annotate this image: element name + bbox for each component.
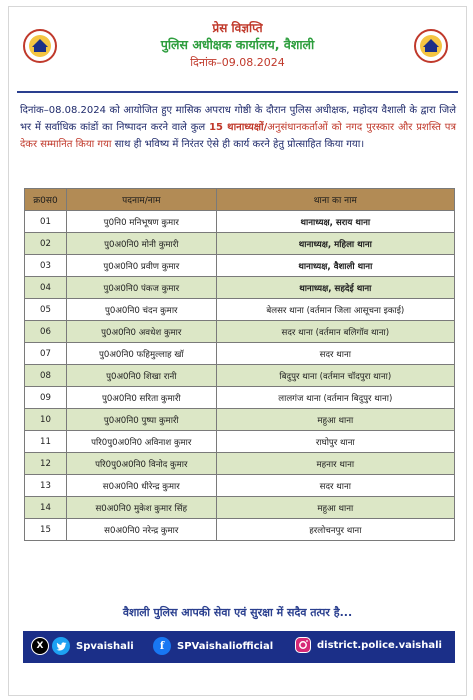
station-cell: सदर थाना: [216, 343, 454, 365]
serial-cell: 01: [25, 211, 67, 233]
twitter-link[interactable]: [31, 637, 134, 655]
slogan: वैशाली पुलिस आपकी सेवा एवं सुरक्षा में सदैव तत्पर है...: [122, 606, 353, 619]
x-icon: X: [31, 637, 49, 655]
intro-text-part3: साथ ही भविष्य में निरंतर ऐसे ही कार्य करने हेतु प्रोत्साहित किया गया।: [111, 139, 365, 150]
designation-name-cell: स0अ0नि0 धीरेन्द्र कुमार: [66, 475, 216, 497]
instagram-link[interactable]: [295, 637, 442, 653]
station-cell: बिदुपुर थाना (वर्तमान चॉदपुरा थाना): [216, 365, 454, 387]
table-row: [25, 475, 455, 497]
header-station-name: थाना का नाम: [216, 189, 454, 211]
facebook-link[interactable]: [153, 637, 273, 655]
serial-cell: 02: [25, 233, 67, 255]
press-release-page: [8, 6, 467, 696]
station-cell: लालगंज थाना (वर्तमान बिदुपुर थाना): [216, 387, 454, 409]
serial-cell: 11: [25, 431, 67, 453]
station-cell: महनार थाना: [216, 453, 454, 475]
station-cell: सदर थाना: [216, 475, 454, 497]
designation-name-cell: पु0अ0नि0 फहिमुल्लाह खॉ: [66, 343, 216, 365]
designation-name-cell: पु0अ0नि0 पंकज कुमार: [66, 277, 216, 299]
office-name: पुलिस अधीक्षक कार्यालय, वैशाली: [160, 37, 315, 52]
station-cell: हरलोचनपुर थाना: [216, 519, 454, 541]
table-row: [25, 365, 455, 387]
designation-name-cell: स0अ0नि0 मुकेश कुमार सिंह: [66, 497, 216, 519]
intro-text-part1: दिनांक–08.08.2024 को आयोजित हुए मासिक अपराध गोष्ठी के दौरान पुलिस अधीक्षक, महोदय वैशाली के द्वारा जिले भर में सर्वाधिक कांडों का निष्पादन करने वाले कुल: [20, 105, 456, 133]
designation-name-cell: पु0अ0नि0 शिखा रानी: [66, 365, 216, 387]
designation-name-cell: पु0अ0नि0 अवधेश कुमार: [66, 321, 216, 343]
designation-name-cell: पु0अ0नि0 पुष्पा कुमारी: [66, 409, 216, 431]
table-row: [25, 453, 455, 475]
twitter-bird-icon: [52, 637, 70, 655]
instagram-icon: [295, 637, 311, 653]
serial-cell: 15: [25, 519, 67, 541]
station-cell: थानाध्यक्ष, सराय थाना: [216, 211, 454, 233]
release-date: दिनांक–09.08.2024: [190, 56, 285, 69]
designation-name-cell: पु0अ0नि0 चंदन कुमार: [66, 299, 216, 321]
table-header-row: [25, 189, 455, 211]
table-row: [25, 277, 455, 299]
serial-cell: 04: [25, 277, 67, 299]
designation-name-cell: पु0अ0नि0 प्रवीण कुमार: [66, 255, 216, 277]
serial-cell: 08: [25, 365, 67, 387]
table-row: [25, 431, 455, 453]
intro-paragraph: [20, 102, 456, 153]
designation-name-cell: पु0अ0नि0 सरिता कुमारी: [66, 387, 216, 409]
table-row: [25, 497, 455, 519]
designation-name-cell: पु0अ0नि0 मोनी कुमारी: [66, 233, 216, 255]
designation-name-cell: परि0पु0अ0नि0 अविनाश कुमार: [66, 431, 216, 453]
serial-cell: 13: [25, 475, 67, 497]
station-cell: थानाध्यक्ष, महिला थाना: [216, 233, 454, 255]
table-row: [25, 211, 455, 233]
serial-cell: 10: [25, 409, 67, 431]
serial-cell: 09: [25, 387, 67, 409]
station-cell: बेलसर थाना (वर्तमान जिला आसूचना इकाई): [216, 299, 454, 321]
table-row: [25, 233, 455, 255]
intro-text-part2: अनुसंधानकर्ताओं को नगद पुरस्कार और प्रशस्ति पत्र देकर सम्मानित किया गया: [20, 122, 456, 150]
serial-cell: 05: [25, 299, 67, 321]
station-cell: राघोपुर थाना: [216, 431, 454, 453]
serial-cell: 12: [25, 453, 67, 475]
table-row: [25, 519, 455, 541]
serial-cell: 07: [25, 343, 67, 365]
press-release-title: प्रेस विज्ञप्ति: [212, 21, 263, 35]
serial-cell: 14: [25, 497, 67, 519]
header-serial: क्र0स0: [25, 189, 67, 211]
serial-cell: 06: [25, 321, 67, 343]
designation-name-cell: परि0पु0अ0नि0 विनोद कुमार: [66, 453, 216, 475]
station-cell: थानाध्यक्ष, सहदेई थाना: [216, 277, 454, 299]
social-footer-bar: [23, 631, 455, 663]
twitter-handle: Spvaishali: [76, 640, 134, 652]
designation-name-cell: स0अ0नि0 नरेन्द्र कुमार: [66, 519, 216, 541]
table-row: [25, 299, 455, 321]
station-cell: महुआ थाना: [216, 409, 454, 431]
facebook-icon: f: [153, 637, 171, 655]
table-row: [25, 255, 455, 277]
facebook-handle: SPVaishaliofficial: [177, 640, 274, 652]
table-row: [25, 321, 455, 343]
instagram-handle: district.police.vaishali: [317, 639, 442, 651]
table-row: [25, 409, 455, 431]
table-row: [25, 343, 455, 365]
station-cell: महुआ थाना: [216, 497, 454, 519]
header-designation-name: पदनाम/नाम: [66, 189, 216, 211]
table-row: [25, 387, 455, 409]
station-cell: थानाध्यक्ष, वैशाली थाना: [216, 255, 454, 277]
designation-name-cell: पु0नि0 मनिभूषण कुमार: [66, 211, 216, 233]
awardees-table: [24, 188, 455, 541]
header-divider: [17, 91, 458, 93]
serial-cell: 03: [25, 255, 67, 277]
station-cell: सदर थाना (वर्तमान बलिगॉव थाना): [216, 321, 454, 343]
intro-count: 15 थानाध्यक्षों/: [209, 122, 268, 133]
